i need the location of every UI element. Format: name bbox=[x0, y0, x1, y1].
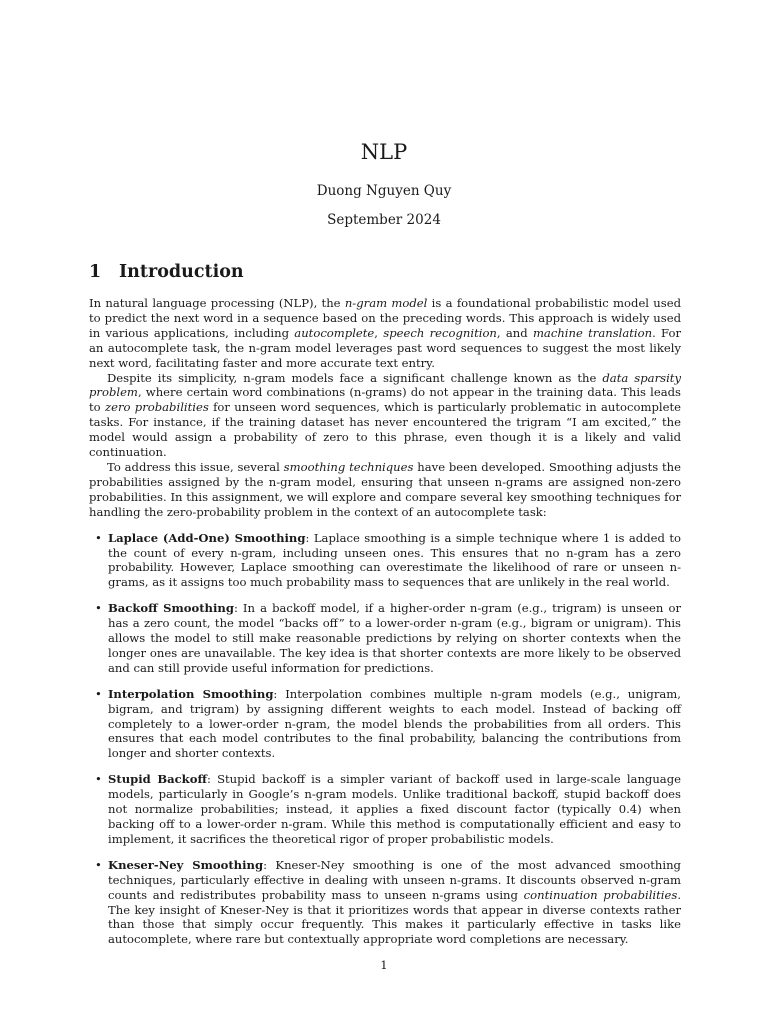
list-item-term: Stupid Backoff bbox=[108, 772, 207, 787]
emphasis-text: autocomplete bbox=[294, 325, 375, 340]
section-title: Introduction bbox=[119, 262, 244, 282]
paragraph-text: . For an autocomplete task, the n-gram model leverages past word sequences to suggest the most likely next word, facilitating faster and more accurate text entry. bbox=[89, 325, 681, 370]
smoothing-techniques-list bbox=[89, 531, 681, 948]
list-item-term: Backoff Smoothing bbox=[108, 601, 234, 616]
document-author: Duong Nguyen Quy bbox=[316, 183, 452, 199]
section-body bbox=[89, 296, 681, 958]
page-number: 1 bbox=[380, 958, 388, 972]
emphasis-text: continuation probabilities bbox=[523, 887, 678, 902]
paragraph-text: , bbox=[374, 325, 384, 340]
list-item-text: : In a backoff model, if a higher-order n-gram (e.g., trigram) is unseen or has a zero count, the model “backs off” to a lower-order n-gram (e.g., bigram or unigram). This allows the model to still make reasonable predictions by relying on shorter contexts when the longer ones are unavailable. The key idea is that shorter contexts are more likely to be observed and can still provide useful information for predictions. bbox=[108, 601, 681, 675]
bullet-icon: • bbox=[95, 530, 102, 545]
emphasis-text: speech recognition bbox=[383, 325, 497, 340]
list-item-term: Interpolation Smoothing bbox=[108, 686, 274, 701]
list-item-text: : Laplace smoothing is a simple technique where 1 is added to the count of every n-gram, including unseen ones. This ensures that no n-gram has a zero probability. However, Laplace smoothing can overestimate the likelihood of rare or unseen n-grams, as it assigns too much probability mass to sequences that are unlikely in the real world. bbox=[108, 530, 681, 590]
paragraph-text: To address this issue, several bbox=[107, 459, 284, 474]
bullet-icon: • bbox=[95, 686, 102, 701]
list-item-text: : Interpolation combines multiple n-gram models (e.g., unigram, bigram, and trigram) by assigning different weights to each model. Instead of backing off completely to a lower-order n-gram, the model blends the probabilities from all orders. This ensures that each model contributes to the final probability, balancing the contributions from longer and shorter contexts. bbox=[108, 686, 681, 761]
paragraph-1 bbox=[89, 296, 681, 371]
list-item-term: Kneser-Ney Smoothing bbox=[108, 857, 264, 872]
paragraph-text: have been developed. Smoothing adjusts the probabilities assigned by the n-gram model, ensuring that unseen n-grams are assigned non-zero probabilities. In this assignment, we will explore and compare several key smoothing techniques for handling the zero-probability problem in the context of an autocomplete task: bbox=[89, 459, 682, 519]
list-item-text: . The key insight of Kneser-Ney is that it prioritizes words that appear in diverse contexts rather than those that simply occur frequently. This makes it particularly effective in tasks like autocomplete, where rare but contextually appropriate word completions are necessary. bbox=[108, 887, 681, 947]
document-title: NLP bbox=[360, 140, 408, 164]
paragraph-2 bbox=[89, 371, 681, 460]
list-item-text: : Stupid backoff is a simpler variant of backoff used in large-scale language models, particularly in Google’s n-gram models. Unlike traditional backoff, stupid backoff does not normalize probabilities; instead, it applies a fixed discount factor (typically 0.4) when backing off to a lower-order n-gram. While this method is computationally efficient and easy to implement, it sacrifices the theoretical rigor of proper probabilistic models. bbox=[108, 772, 681, 846]
paragraph-text: Despite its simplicity, n-gram models face a significant challenge known as the bbox=[107, 370, 603, 385]
list-item bbox=[95, 530, 681, 591]
list-item bbox=[95, 686, 681, 762]
paragraph-text: , and bbox=[496, 325, 533, 340]
section-heading bbox=[89, 262, 244, 282]
bullet-icon: • bbox=[95, 857, 102, 872]
document-date: September 2024 bbox=[327, 212, 441, 228]
paragraph-text: is a foundational probabilistic model used to predict the next word in a sequence based on the preceding words. This approach is widely used in various applications, including bbox=[89, 296, 682, 340]
bullet-icon: • bbox=[95, 601, 102, 616]
paragraph-text: for unseen word sequences, which is particularly problematic in autocomplete tasks. For instance, if the training dataset has never encountered the trigram “I am excited,” the model would assign a probability of zero to this phrase, even though it is a likely and valid continuation. bbox=[89, 400, 681, 460]
emphasis-text: smoothing techniques bbox=[283, 459, 414, 474]
emphasis-text: zero probabilities bbox=[104, 400, 209, 415]
paragraph-text: In natural language processing (NLP), the bbox=[89, 296, 345, 310]
list-item bbox=[95, 857, 681, 947]
paragraph-text: , where certain word combinations (n-grams) do not appear in the training data. This leads to bbox=[89, 385, 681, 415]
emphasis-text: machine translation bbox=[532, 325, 653, 340]
list-item bbox=[95, 772, 681, 847]
bullet-icon: • bbox=[95, 772, 102, 787]
list-item-text: : Kneser-Ney smoothing is one of the most advanced smoothing techniques, particularly effective in dealing with unseen n-grams. It discounts observed n-gram counts and redistributes probability mass to unseen n-grams using bbox=[108, 857, 681, 902]
emphasis-text: data sparsity problem bbox=[89, 370, 681, 400]
paragraph-3 bbox=[89, 460, 681, 520]
section-number: 1 bbox=[89, 262, 102, 282]
list-item-term: Laplace (Add-One) Smoothing bbox=[108, 530, 306, 545]
emphasis-text: n-gram model bbox=[344, 296, 428, 310]
list-item bbox=[95, 601, 681, 676]
